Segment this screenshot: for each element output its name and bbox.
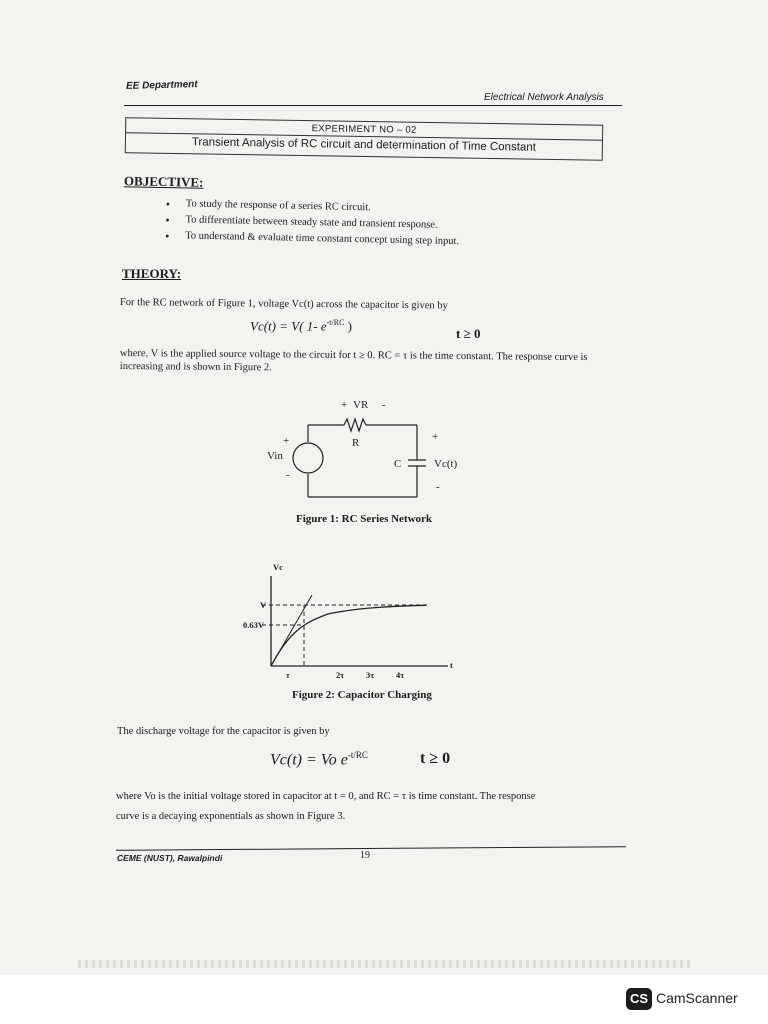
objective-heading: OBJECTIVE: <box>123 173 204 190</box>
x-tick-4tau: 4τ <box>396 670 405 680</box>
objective-item: • To differentiate between steady state and transient response. <box>165 212 459 234</box>
vin-minus-label: - <box>286 469 290 481</box>
x-axis-label: t <box>450 660 453 670</box>
vin-label: Vin <box>267 450 283 462</box>
camscanner-watermark: CamScanner <box>656 990 738 1006</box>
vc-plus-label: + <box>432 431 439 443</box>
header-rule <box>124 105 622 106</box>
charging-equation-exponent: -t/RC <box>326 318 345 327</box>
header-department: EE Department <box>125 79 198 92</box>
voltage-source-symbol <box>293 443 323 473</box>
vr-plus-label: + <box>341 399 348 411</box>
footer-institution: CEME (NUST), Rawalpindi <box>117 853 223 863</box>
charging-equation-lhs: Vc(t) = V( 1- e <box>250 318 327 334</box>
theory-paragraph-2: where, V is the applied source voltage to the circuit for t ≥ 0. RC = τ is the time constant. The response curve is increasing and is shown in Figure 2. <box>119 347 588 374</box>
discharge-equation-exponent: -t/RC <box>347 750 368 760</box>
y-tick-v: V <box>260 600 267 610</box>
experiment-title: Transient Analysis of RC circuit and determination of Time Constant <box>191 136 537 154</box>
header-course: Electrical Network Analysis <box>484 92 604 103</box>
page-number: 19 <box>360 850 370 861</box>
discharge-equation-lhs: Vc(t) = Vo e <box>270 751 348 769</box>
camscanner-logo: CS <box>626 988 652 1010</box>
x-tick-2tau: 2τ <box>336 670 345 680</box>
vc-label: Vc(t) <box>434 458 458 470</box>
theory-paragraph-3: where Vo is the initial voltage stored in capacitor at t = 0, and RC = τ is time constant. The response curve is a decaying exponentials as shown in Figure 3. <box>116 791 536 822</box>
rc-circuit-diagram <box>250 388 470 508</box>
charging-curve <box>271 605 426 666</box>
objective-item: • To understand & evaluate time constant concept using step input. <box>165 228 459 250</box>
theory-intro: For the RC network of Figure 1, voltage Vc(t) across the capacitor is given by <box>119 296 448 312</box>
discharge-equation <box>270 750 368 769</box>
discharge-equation-condition: t ≥ 0 <box>420 750 451 767</box>
resistor-label: R <box>352 437 360 449</box>
figure-2-caption: Figure 2: Capacitor Charging <box>292 689 432 701</box>
capacitor-charging-graph <box>240 558 462 684</box>
vin-plus-label: + <box>283 435 290 447</box>
resistor-symbol <box>344 419 366 431</box>
figure-1-caption: Figure 1: RC Series Network <box>296 513 433 525</box>
charging-equation-condition: t ≥ 0 <box>456 326 481 341</box>
y-axis-label: Vc <box>273 562 283 572</box>
footer-rule <box>116 846 626 851</box>
charging-equation <box>250 318 352 334</box>
objective-item: • To study the response of a series RC circuit. <box>166 196 460 218</box>
scan-edge-noise <box>78 960 690 968</box>
theory-heading: THEORY: <box>122 266 182 281</box>
discharge-intro: The discharge voltage for the capacitor is given by <box>117 726 330 737</box>
capacitor-label: C <box>394 458 402 470</box>
x-tick-3tau: 3τ <box>366 670 375 680</box>
vc-minus-label: - <box>436 481 440 493</box>
x-tick-tau: τ <box>286 670 290 680</box>
vr-label: VR <box>353 399 369 411</box>
charging-equation-close: ) <box>344 318 352 334</box>
experiment-title-box <box>125 117 604 161</box>
vr-minus-label: - <box>382 399 386 411</box>
experiment-number: EXPERIMENT NO – 02 <box>311 123 417 136</box>
objective-list <box>165 196 460 250</box>
y-tick-0.63v: 0.63V <box>243 620 265 630</box>
